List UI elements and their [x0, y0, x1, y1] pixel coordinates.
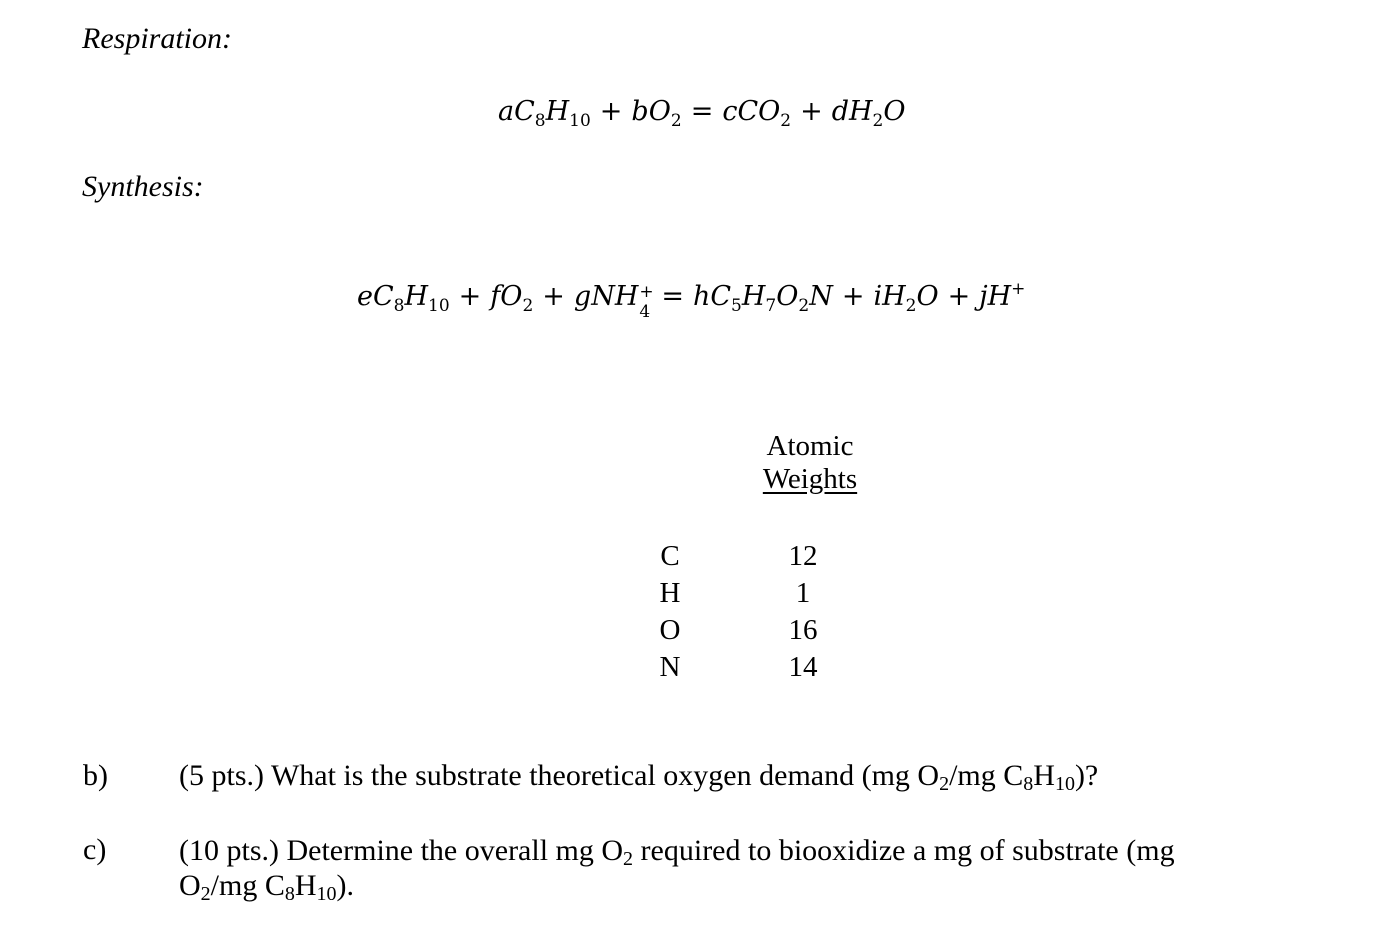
weight-cell: 14	[788, 651, 818, 683]
question-b-text: (5 pts.) What is the substrate theoretical oxygen demand (mg $O_2/mg$ $C_8H_{10}$)?	[179, 759, 1099, 795]
weight-cell: 16	[788, 614, 818, 646]
weight-cell: 12	[788, 540, 818, 572]
question-c-marker: c)	[83, 833, 107, 866]
synthesis-heading: Synthesis:	[82, 170, 204, 203]
question-c-line-1: (10 pts.) Determine the overall mg $O_2$ required to biooxidize a mg of substrate (mg	[179, 834, 1175, 870]
synthesis-equation: $eC_8H_{10} + fO_2$ + gNH + 4 = $hC_5H_7O_2N + iH_2O + jH^+$	[357, 279, 1026, 322]
question-c-line-2: $O_2/mg$ $C_8H_{10}$).	[179, 869, 355, 905]
respiration-heading: Respiration:	[82, 22, 232, 55]
element-cell: N	[659, 651, 681, 683]
element-cell: C	[660, 540, 680, 572]
element-column	[650, 538, 690, 686]
header-line-1: Atomic	[766, 430, 854, 462]
atomic-weights-header	[740, 430, 880, 496]
question-b-marker: b)	[83, 759, 108, 792]
header-line-2: Weights	[762, 463, 858, 495]
question-c-text	[179, 833, 1175, 903]
element-cell: H	[659, 577, 681, 609]
respiration-equation: $aC_8H_{10} + bO_2 = cCO_2 + dH_2O$	[498, 96, 906, 131]
element-cell: O	[659, 614, 681, 646]
weight-cell: 1	[795, 577, 811, 609]
weight-column	[770, 538, 836, 686]
